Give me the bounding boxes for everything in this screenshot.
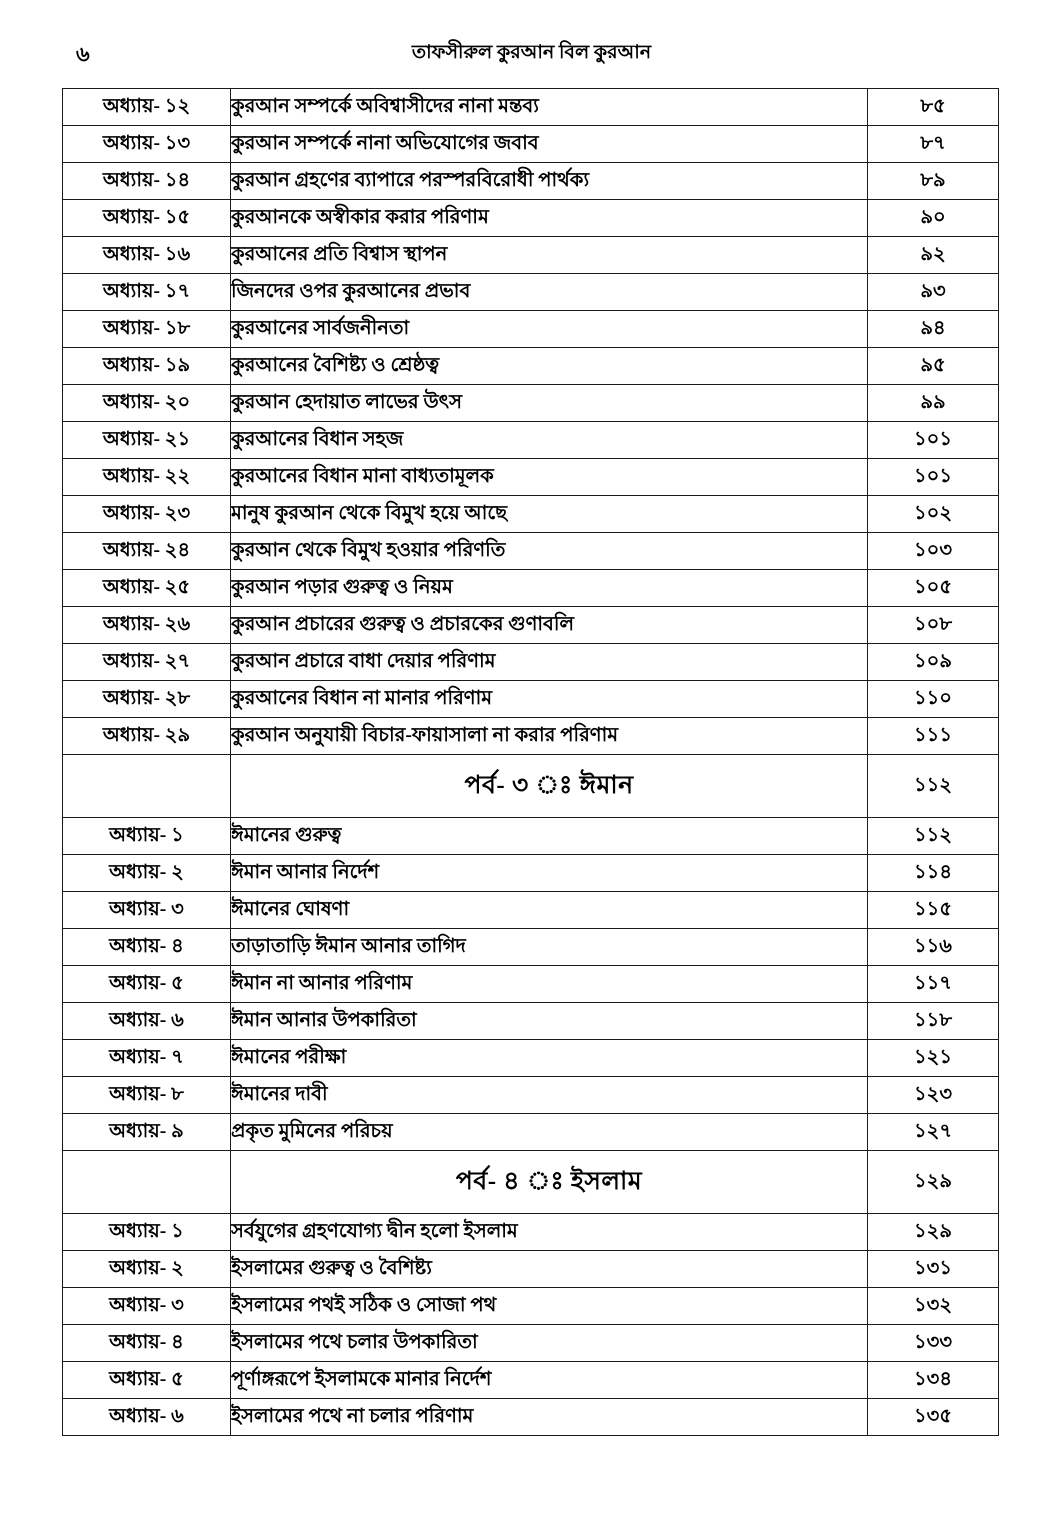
entry-title: কুরআন পড়ার গুরুত্ব ও নিয়ম [231,570,868,607]
chapter-label: অধ্যায়- ২০ [63,385,231,422]
chapter-label: অধ্যায়- ৯ [63,1114,231,1151]
toc-entry-row [63,459,999,496]
entry-title: মানুষ কুরআন থেকে বিমুখ হয়ে আছে [231,496,868,533]
entry-page-number: ১০২ [868,496,999,533]
entry-page-number: ১১৪ [868,855,999,892]
chapter-label: অধ্যায়- ৫ [63,1362,231,1399]
page-number: ৬ [76,42,90,66]
toc-entry-row [63,570,999,607]
chapter-label: অধ্যায়- ৩ [63,1288,231,1325]
entry-title: কুরআনের বিধান মানা বাধ্যতামূলক [231,459,868,496]
section-chapter-cell-empty [63,1151,231,1214]
section-heading: পর্ব- ৩ ঃ ঈমান [231,755,868,818]
toc-entry-row [63,1288,999,1325]
chapter-label: অধ্যায়- ২৩ [63,496,231,533]
table-of-contents [62,88,999,1436]
toc-entry-row [63,274,999,311]
toc-entry-row [63,1399,999,1436]
chapter-label: অধ্যায়- ৪ [63,1325,231,1362]
entry-page-number: ৯৫ [868,348,999,385]
toc-entry-row [63,422,999,459]
entry-title: কুরআনের বিধান না মানার পরিণাম [231,681,868,718]
entry-title: ঈমান আনার উপকারিতা [231,1003,868,1040]
chapter-label: অধ্যায়- ৭ [63,1040,231,1077]
chapter-label: অধ্যায়- ৮ [63,1077,231,1114]
toc-entry-row [63,237,999,274]
chapter-label: অধ্যায়- ২৭ [63,644,231,681]
chapter-label: অধ্যায়- ২ [63,855,231,892]
entry-title: কুরআন সম্পর্কে অবিশ্বাসীদের নানা মন্তব্য [231,89,868,126]
entry-page-number: ১০১ [868,422,999,459]
entry-title: ঈমান আনার নির্দেশ [231,855,868,892]
toc-entry-row [63,1214,999,1251]
toc-entry-row [63,1325,999,1362]
chapter-label: অধ্যায়- ২২ [63,459,231,496]
chapter-label: অধ্যায়- ২৪ [63,533,231,570]
entry-title: পূর্ণাঙ্গরূপে ইসলামকে মানার নির্দেশ [231,1362,868,1399]
entry-title: কুরআন প্রচারের গুরুত্ব ও প্রচারকের গুণাবলি [231,607,868,644]
entry-title: কুরআনের বিধান সহজ [231,422,868,459]
entry-page-number: ৯৩ [868,274,999,311]
toc-entry-row [63,818,999,855]
entry-page-number: ৯০ [868,200,999,237]
chapter-label: অধ্যায়- ১৪ [63,163,231,200]
entry-title: কুরআন প্রচারে বাধা দেয়ার পরিণাম [231,644,868,681]
chapter-label: অধ্যায়- ১৫ [63,200,231,237]
entry-title: ঈমানের ঘোষণা [231,892,868,929]
toc-entry-row [63,644,999,681]
toc-entry-row [63,126,999,163]
entry-page-number: ১১২ [868,818,999,855]
section-heading: পর্ব- ৪ ঃ ইসলাম [231,1151,868,1214]
running-head [68,36,995,70]
chapter-label: অধ্যায়- ১৬ [63,237,231,274]
entry-title: ঈমানের দাবী [231,1077,868,1114]
entry-page-number: ৮৭ [868,126,999,163]
toc-body [63,89,999,1436]
chapter-label: অধ্যায়- ২ [63,1251,231,1288]
entry-title: ইসলামের পথে চলার উপকারিতা [231,1325,868,1362]
entry-page-number: ১১১ [868,718,999,755]
entry-title: প্রকৃত মুমিনের পরিচয় [231,1114,868,1151]
toc-entry-row [63,1003,999,1040]
toc-entry-row [63,607,999,644]
entry-page-number: ৯৪ [868,311,999,348]
chapter-label: অধ্যায়- ১৭ [63,274,231,311]
entry-title: ঈমানের গুরুত্ব [231,818,868,855]
chapter-label: অধ্যায়- ১৩ [63,126,231,163]
toc-entry-row [63,89,999,126]
chapter-label: অধ্যায়- ২৮ [63,681,231,718]
section-chapter-cell-empty [63,755,231,818]
entry-title: কুরআন সম্পর্কে নানা অভিযোগের জবাব [231,126,868,163]
entry-page-number: ১৩৩ [868,1325,999,1362]
chapter-label: অধ্যায়- ২৬ [63,607,231,644]
entry-title: কুরআনের প্রতি বিশ্বাস স্থাপন [231,237,868,274]
entry-title: কুরআন থেকে বিমুখ হওয়ার পরিণতি [231,533,868,570]
entry-page-number: ১১৮ [868,1003,999,1040]
entry-title: তাড়াতাড়ি ঈমান আনার তাগিদ [231,929,868,966]
toc-entry-row [63,1040,999,1077]
entry-page-number: ৯২ [868,237,999,274]
toc-entry-row [63,385,999,422]
toc-entry-row [63,966,999,1003]
entry-page-number: ১২১ [868,1040,999,1077]
chapter-label: অধ্যায়- ১৯ [63,348,231,385]
entry-page-number: ১৩২ [868,1288,999,1325]
entry-page-number: ১১২ [868,755,999,818]
toc-entry-row [63,163,999,200]
chapter-label: অধ্যায়- ২৫ [63,570,231,607]
toc-entry-row [63,1251,999,1288]
entry-title: সর্বযুগের গ্রহণযোগ্য দ্বীন হলো ইসলাম [231,1214,868,1251]
entry-page-number: ৮৫ [868,89,999,126]
chapter-label: অধ্যায়- ১ [63,1214,231,1251]
entry-title: কুরআন গ্রহণের ব্যাপারে পরস্পরবিরোধী পার্থক্য [231,163,868,200]
entry-page-number: ১৩৪ [868,1362,999,1399]
entry-page-number: ১১০ [868,681,999,718]
entry-page-number: ১২৯ [868,1214,999,1251]
toc-entry-row [63,200,999,237]
chapter-label: অধ্যায়- ৪ [63,929,231,966]
entry-title: জিনদের ওপর কুরআনের প্রভাব [231,274,868,311]
chapter-label: অধ্যায়- ৬ [63,1003,231,1040]
chapter-label: অধ্যায়- ৬ [63,1399,231,1436]
entry-page-number: ১১৭ [868,966,999,1003]
toc-section-row [63,1151,999,1214]
entry-page-number: ১১৬ [868,929,999,966]
entry-title: ঈমান না আনার পরিণাম [231,966,868,1003]
entry-page-number: ৯৯ [868,385,999,422]
toc-entry-row [63,1077,999,1114]
chapter-label: অধ্যায়- ৩ [63,892,231,929]
entry-page-number: ১৩১ [868,1251,999,1288]
entry-page-number: ১০৮ [868,607,999,644]
chapter-label: অধ্যায়- ১৮ [63,311,231,348]
toc-entry-row [63,929,999,966]
chapter-label: অধ্যায়- ৫ [63,966,231,1003]
entry-title: কুরআনকে অস্বীকার করার পরিণাম [231,200,868,237]
toc-entry-row [63,892,999,929]
entry-title: কুরআনের সার্বজনীনতা [231,311,868,348]
entry-page-number: ১০১ [868,459,999,496]
chapter-label: অধ্যায়- ১২ [63,89,231,126]
toc-entry-row [63,348,999,385]
toc-entry-row [63,681,999,718]
toc-entry-row [63,855,999,892]
entry-page-number: ১০৯ [868,644,999,681]
chapter-label: অধ্যায়- ২৯ [63,718,231,755]
entry-page-number: ৮৯ [868,163,999,200]
entry-page-number: ১৩৫ [868,1399,999,1436]
entry-page-number: ১১৫ [868,892,999,929]
toc-section-row [63,755,999,818]
toc-entry-row [63,1114,999,1151]
chapter-label: অধ্যায়- ১ [63,818,231,855]
entry-title: কুরআনের বৈশিষ্ট্য ও শ্রেষ্ঠত্ব [231,348,868,385]
book-title: তাফসীরুল কুরআন বিল কুরআন [411,42,652,63]
chapter-label: অধ্যায়- ২১ [63,422,231,459]
entry-title: ঈমানের পরীক্ষা [231,1040,868,1077]
entry-page-number: ১০৫ [868,570,999,607]
entry-title: ইসলামের পথে না চলার পরিণাম [231,1399,868,1436]
entry-page-number: ১০৩ [868,533,999,570]
entry-page-number: ১২৯ [868,1151,999,1214]
entry-title: ইসলামের গুরুত্ব ও বৈশিষ্ট্য [231,1251,868,1288]
entry-page-number: ১২৩ [868,1077,999,1114]
entry-title: ইসলামের পথই সঠিক ও সোজা পথ [231,1288,868,1325]
toc-entry-row [63,311,999,348]
entry-page-number: ১২৭ [868,1114,999,1151]
toc-entry-row [63,718,999,755]
entry-title: কুরআন অনুযায়ী বিচার-ফায়াসালা না করার পরিণাম [231,718,868,755]
toc-entry-row [63,496,999,533]
entry-title: কুরআন হেদায়াত লাভের উৎস [231,385,868,422]
toc-entry-row [63,533,999,570]
toc-entry-row [63,1362,999,1399]
